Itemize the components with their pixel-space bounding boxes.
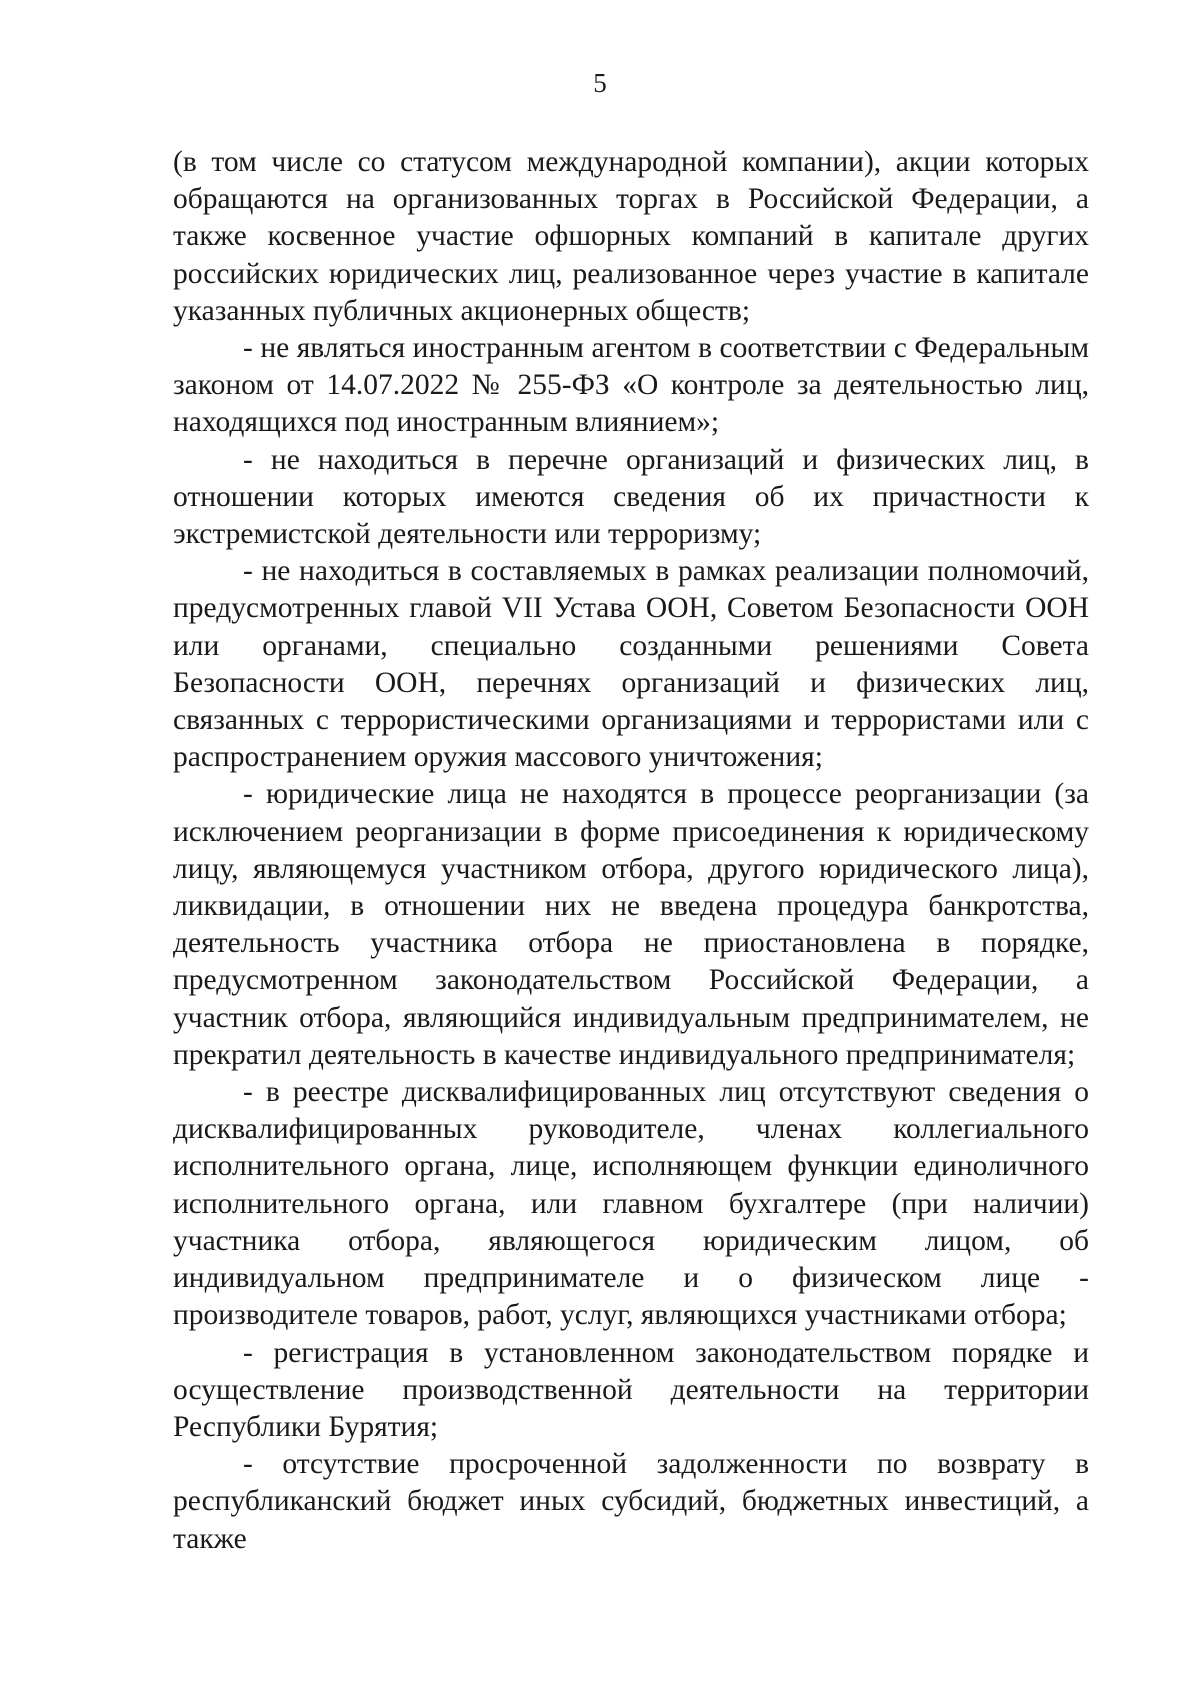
paragraph-un-sanctions: - не находиться в составляемых в рамках реализации полномочий, предусмотренных главой VII Устава ООН, Советом Безопасности ООН или органами, специально созданными решениями Совета Безопасности ООН, перечнях организаций и физических лиц, связанных с террористическими организациями и террористами или с распространением оружия массового уничтожения; (173, 555, 1089, 774)
paragraph-overdue-debt: - отсутствие просроченной задолженности по возврату в республиканский бюджет иных субсидий, бюджетных инвестиций, а также (173, 1448, 1089, 1555)
paragraph-disqualified-persons: - в реестре дисквалифицированных лиц отсутствуют сведения о дисквалифицированных руководителе, членах коллегиального исполнительного органа, лице, исполняющем функции единоличного исполнительного органа, или главном бухгалтере (при наличии) участника отбора, являющегося юридическим лицом, об индивидуальном предпринимателе и о физическом лице - производителе товаров, работ, услуг, являющихся участниками отбора; (173, 1076, 1089, 1332)
document-body (173, 144, 1089, 1558)
paragraph-extremism-list: - не находиться в перечне организаций и физических лиц, в отношении которых имеются сведения об их причастности к экстремистской деятельности или терроризму; (173, 443, 1089, 551)
paragraph-reorganization: - юридические лица не находятся в процессе реорганизации (за исключением реорганизации в форме присоединения к юридическому лицу, являющемуся участником отбора, другого юридического лица), ликвидации, в отношении них не введена процедура банкротства, деятельность участника отбора не приостановлена в порядке, предусмотренном законодательством Российской Федерации, а участник отбора, являющийся индивидуальным предпринимателем, не прекратил деятельность в качестве индивидуального предпринимателя; (173, 778, 1089, 1071)
paragraph-continuation: (в том числе со статусом международной компании), акции которых обращаются на организованных торгах в Российской Федерации, а также косвенное участие офшорных компаний в капитале других российских юридических лиц, реализованное через участие в капитале указанных публичных акционерных обществ; (173, 146, 1089, 327)
paragraph-foreign-agent: - не являться иностранным агентом в соответствии с Федеральным законом от 14.07.2022 № 255-ФЗ «О контроле за деятельностью лиц, находящихся под иностранным влиянием»; (173, 332, 1089, 439)
page-number: 5 (593, 68, 607, 98)
paragraph-registration: - регистрация в установленном законодательством порядке и осуществление производственной деятельности на территории Республики Бурятия; (173, 1336, 1089, 1443)
